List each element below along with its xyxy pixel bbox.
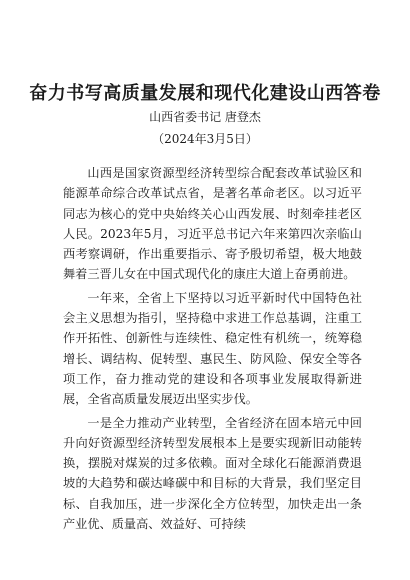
document-title: 奋力书写高质量发展和现代化建设山西答卷 bbox=[29, 83, 381, 104]
paragraph: 一是全力推动产业转型，全省经济在固本培元中回升向好资源型经济转型发展根本上是要实现新旧动能转换，摆脱对煤炭的过多依赖。面对全球化石能源消费退坡的大趋势和碳达峰碳中和目标的大背景，我们坚定目标、自我加压，进一步深化全方位转型，加快走出一条产业优、质量高、效益好、可持续 bbox=[63, 415, 362, 532]
paragraph: 山西是国家资源型经济转型综合配套改革试验区和能源革命综合改革试点省，是著名革命老区。以习近平同志为核心的党中央始终关心山西发展、时刻牵挂老区人民。2023年5月，习近平总书记六年来第四次亲临山西考察调研，作出重要指示、寄予殷切希望，极大地鼓舞着三晋儿女在中国式现代化的康庄大道上奋勇前进。 bbox=[63, 166, 362, 282]
document-date: （2024年3月5日） bbox=[152, 132, 258, 146]
document-body bbox=[63, 163, 362, 537]
document-author: 山西省委书记 唐登杰 bbox=[149, 110, 261, 124]
paragraph: 一年来，全省上下坚持以习近平新时代中国特色社会主义思想为指引，坚持稳中求进工作总基调，注重工作开拓性、创新性与连续性、稳定性有机统一，统筹稳增长、调结构、促转型、惠民生、防风险、保安全等各项工作，奋力推动党的建设和各项事业发展取得新进展，全省高质量发展迈出坚实步伐。 bbox=[63, 290, 362, 407]
